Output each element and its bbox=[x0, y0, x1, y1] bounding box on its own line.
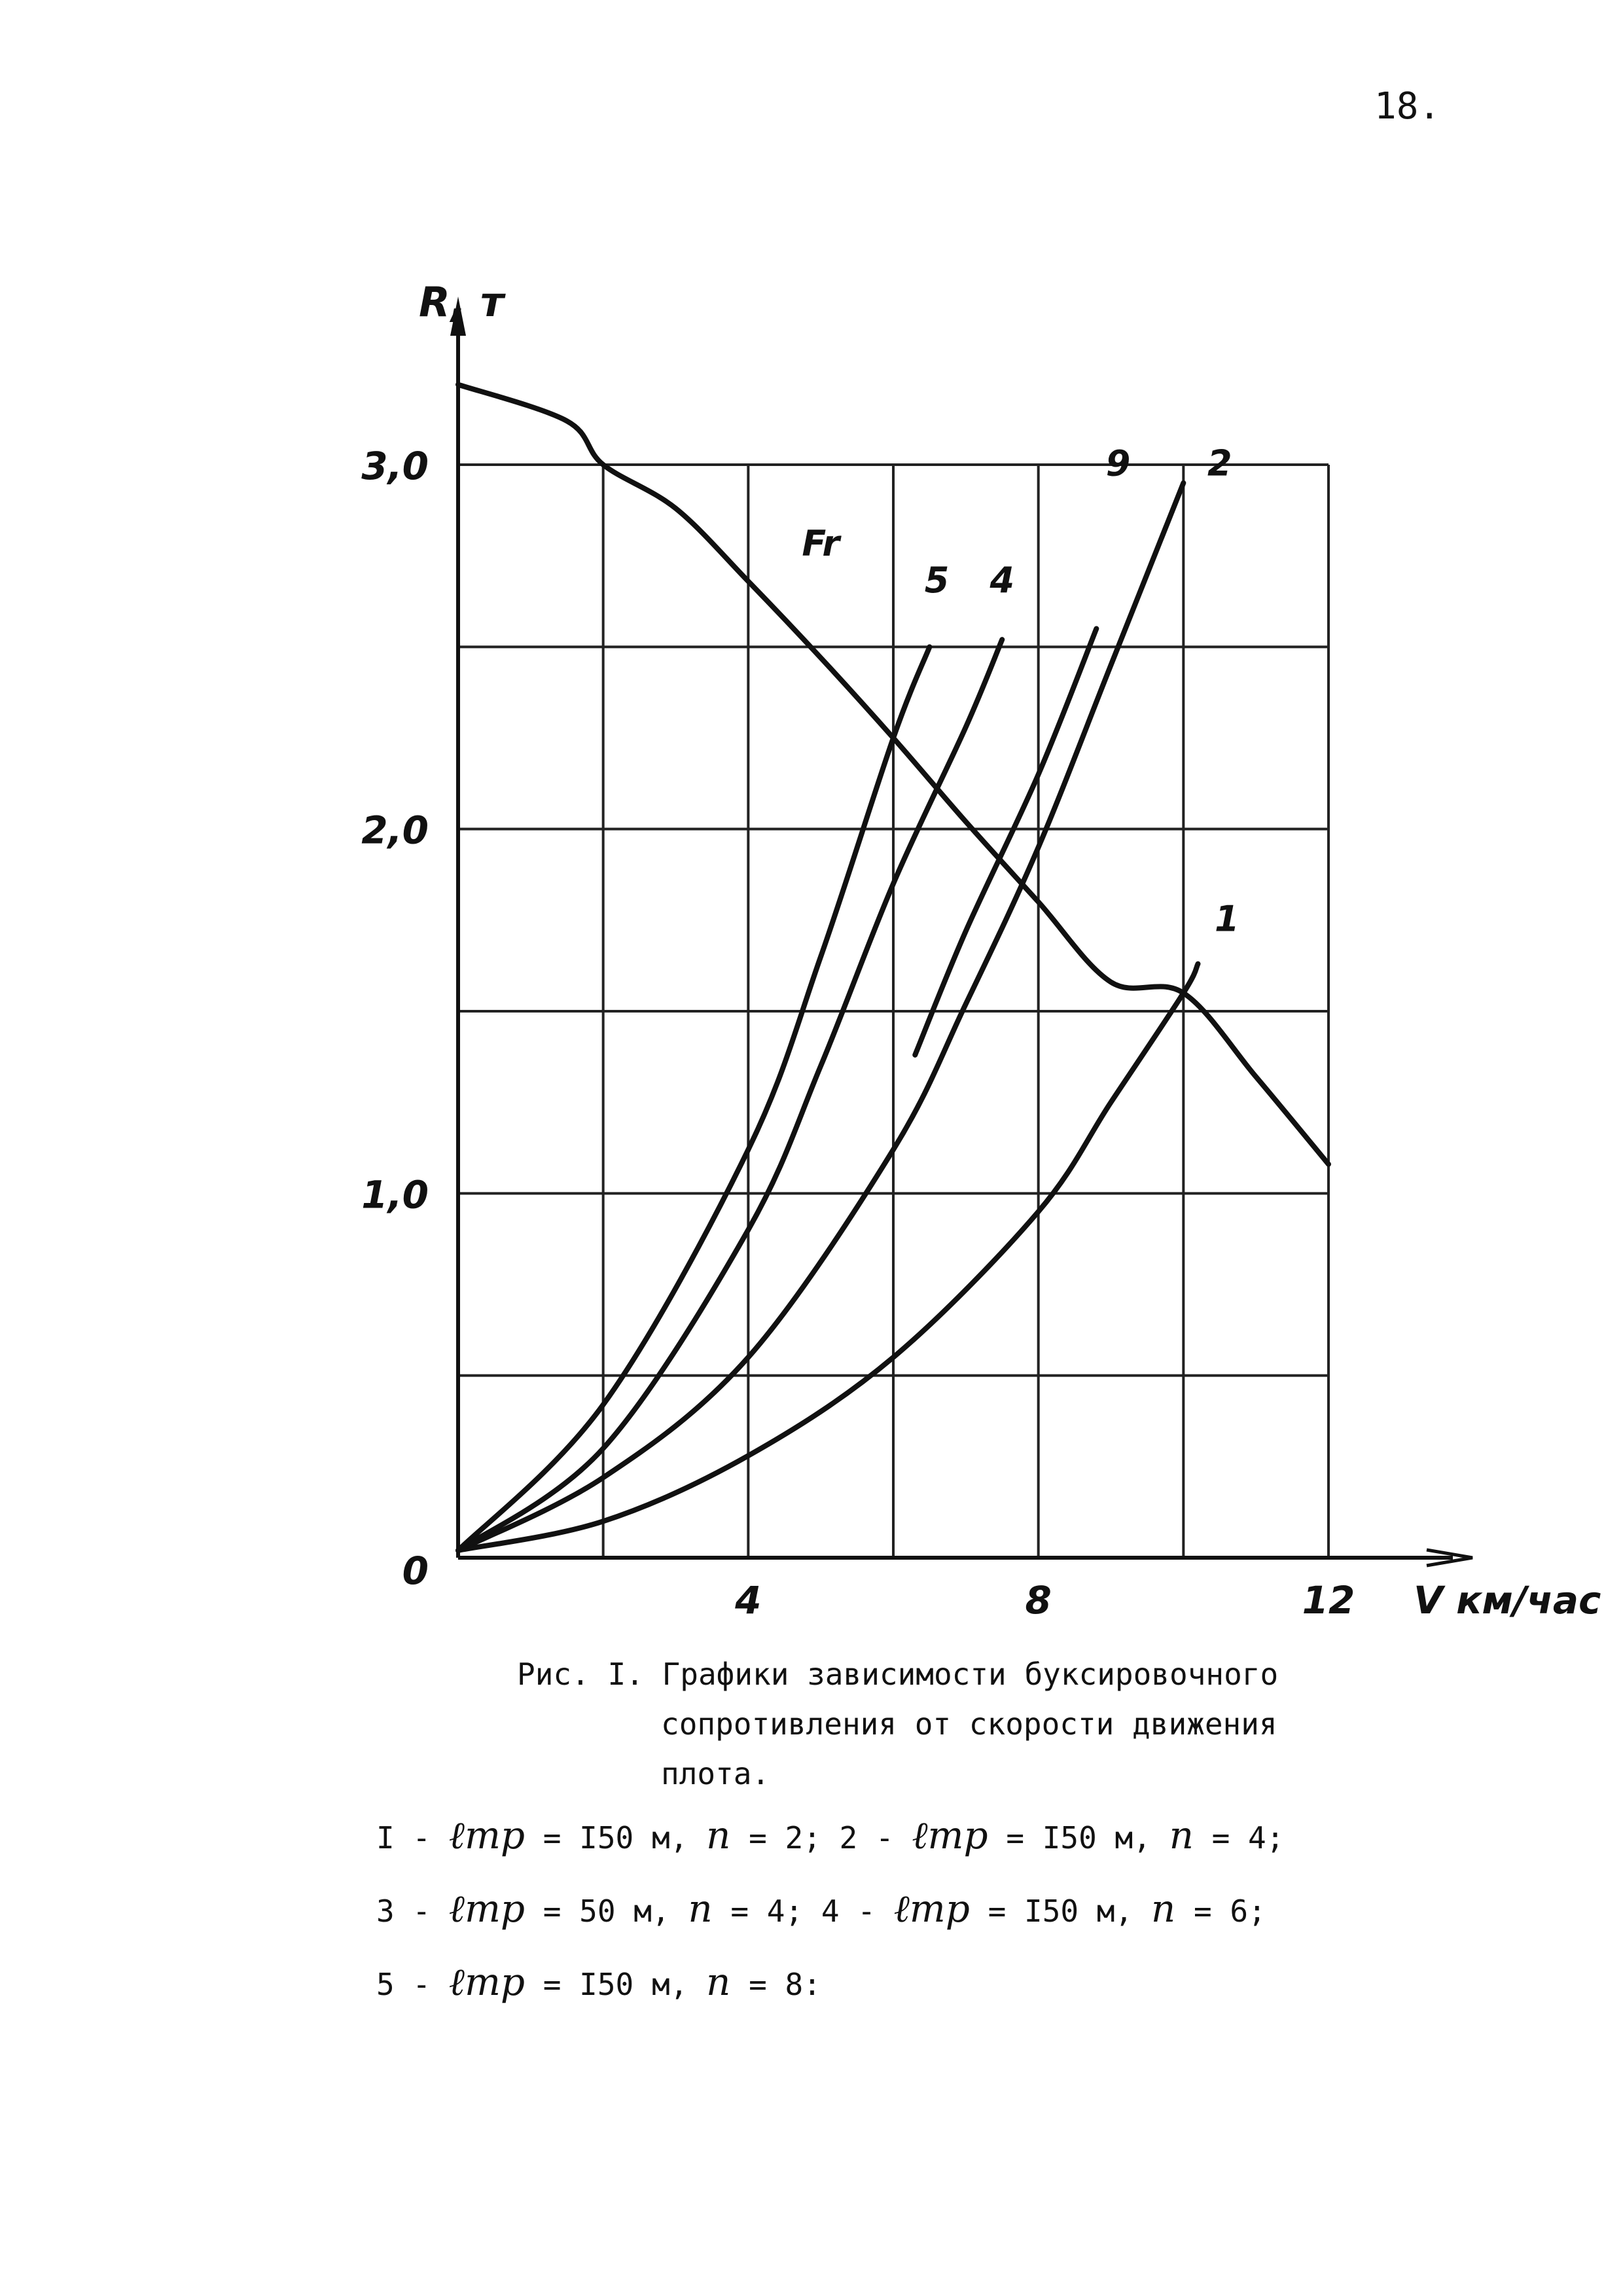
legend-text: = I50 м, bbox=[525, 1820, 707, 1856]
y-tick-label: 3,0 bbox=[361, 444, 429, 488]
legend-symbol-n: n bbox=[1169, 1813, 1194, 1857]
x-tick-label: 12 bbox=[1302, 1578, 1355, 1623]
curve-label: 9 bbox=[1105, 442, 1131, 484]
chart-labels bbox=[361, 278, 1601, 1623]
page-number: 18. bbox=[1374, 85, 1441, 128]
legend-text: = I50 м, bbox=[969, 1893, 1151, 1929]
legend-text: = 8: bbox=[730, 1967, 821, 2002]
legend-symbol-length: ℓтр bbox=[448, 1813, 526, 1857]
curve-label: 5 bbox=[924, 559, 950, 601]
legend-row-3 bbox=[376, 1946, 1423, 2020]
legend-symbol-length: ℓтр bbox=[448, 1960, 526, 2004]
curve-label: 2 bbox=[1207, 442, 1232, 484]
caption-line-1: Рис. I. Графики зависимости буксировочного bbox=[517, 1657, 1279, 1692]
curve-label: Fr bbox=[802, 523, 840, 565]
y-axis-label: R, т bbox=[419, 278, 504, 326]
legend-text: = 4; 4 - bbox=[712, 1893, 894, 1929]
x-tick-label: 4 bbox=[735, 1578, 762, 1623]
legend-text: 3 - bbox=[376, 1893, 449, 1929]
legend-text: = I50 м, bbox=[525, 1967, 707, 2002]
legend-row-2 bbox=[376, 1873, 1423, 1946]
y-tick-label: 2,0 bbox=[361, 808, 429, 853]
series-line-4 bbox=[458, 639, 1002, 1551]
figure-caption bbox=[517, 1649, 1368, 1799]
chart-grid bbox=[458, 465, 1329, 1558]
legend-text: = 4; bbox=[1193, 1820, 1285, 1856]
caption-line-3: плота. bbox=[661, 1756, 770, 1791]
legend-symbol-length: ℓтр bbox=[448, 1886, 526, 1931]
legend-text: I - bbox=[376, 1820, 449, 1856]
caption-line-2: сопротивления от скорости движения bbox=[661, 1706, 1277, 1742]
origin-label: 0 bbox=[402, 1549, 429, 1593]
curve-legend bbox=[376, 1800, 1423, 2020]
legend-text: = 2; 2 - bbox=[730, 1820, 912, 1856]
legend-text: = 6; bbox=[1175, 1893, 1266, 1929]
legend-symbol-n: n bbox=[706, 1960, 731, 2004]
series-line-3 bbox=[915, 629, 1096, 1055]
legend-text: = 50 м, bbox=[525, 1893, 688, 1929]
series-line-2 bbox=[458, 483, 1183, 1551]
legend-row-1 bbox=[376, 1800, 1423, 1873]
x-axis-label: V км/час bbox=[1414, 1578, 1601, 1623]
curve-label: 1 bbox=[1215, 898, 1240, 940]
legend-symbol-length: ℓтр bbox=[912, 1813, 988, 1857]
legend-symbol-n: n bbox=[1150, 1886, 1176, 1931]
legend-symbol-length: ℓтр bbox=[893, 1886, 970, 1931]
series-line-5 bbox=[458, 647, 929, 1551]
y-tick-label: 1,0 bbox=[361, 1172, 429, 1217]
legend-symbol-n: n bbox=[706, 1813, 731, 1857]
x-tick-label: 8 bbox=[1025, 1578, 1052, 1623]
legend-text: 5 - bbox=[376, 1967, 449, 2002]
legend-text: = I50 м, bbox=[988, 1820, 1169, 1856]
curve-label: 4 bbox=[990, 559, 1015, 601]
legend-symbol-n: n bbox=[688, 1886, 713, 1931]
